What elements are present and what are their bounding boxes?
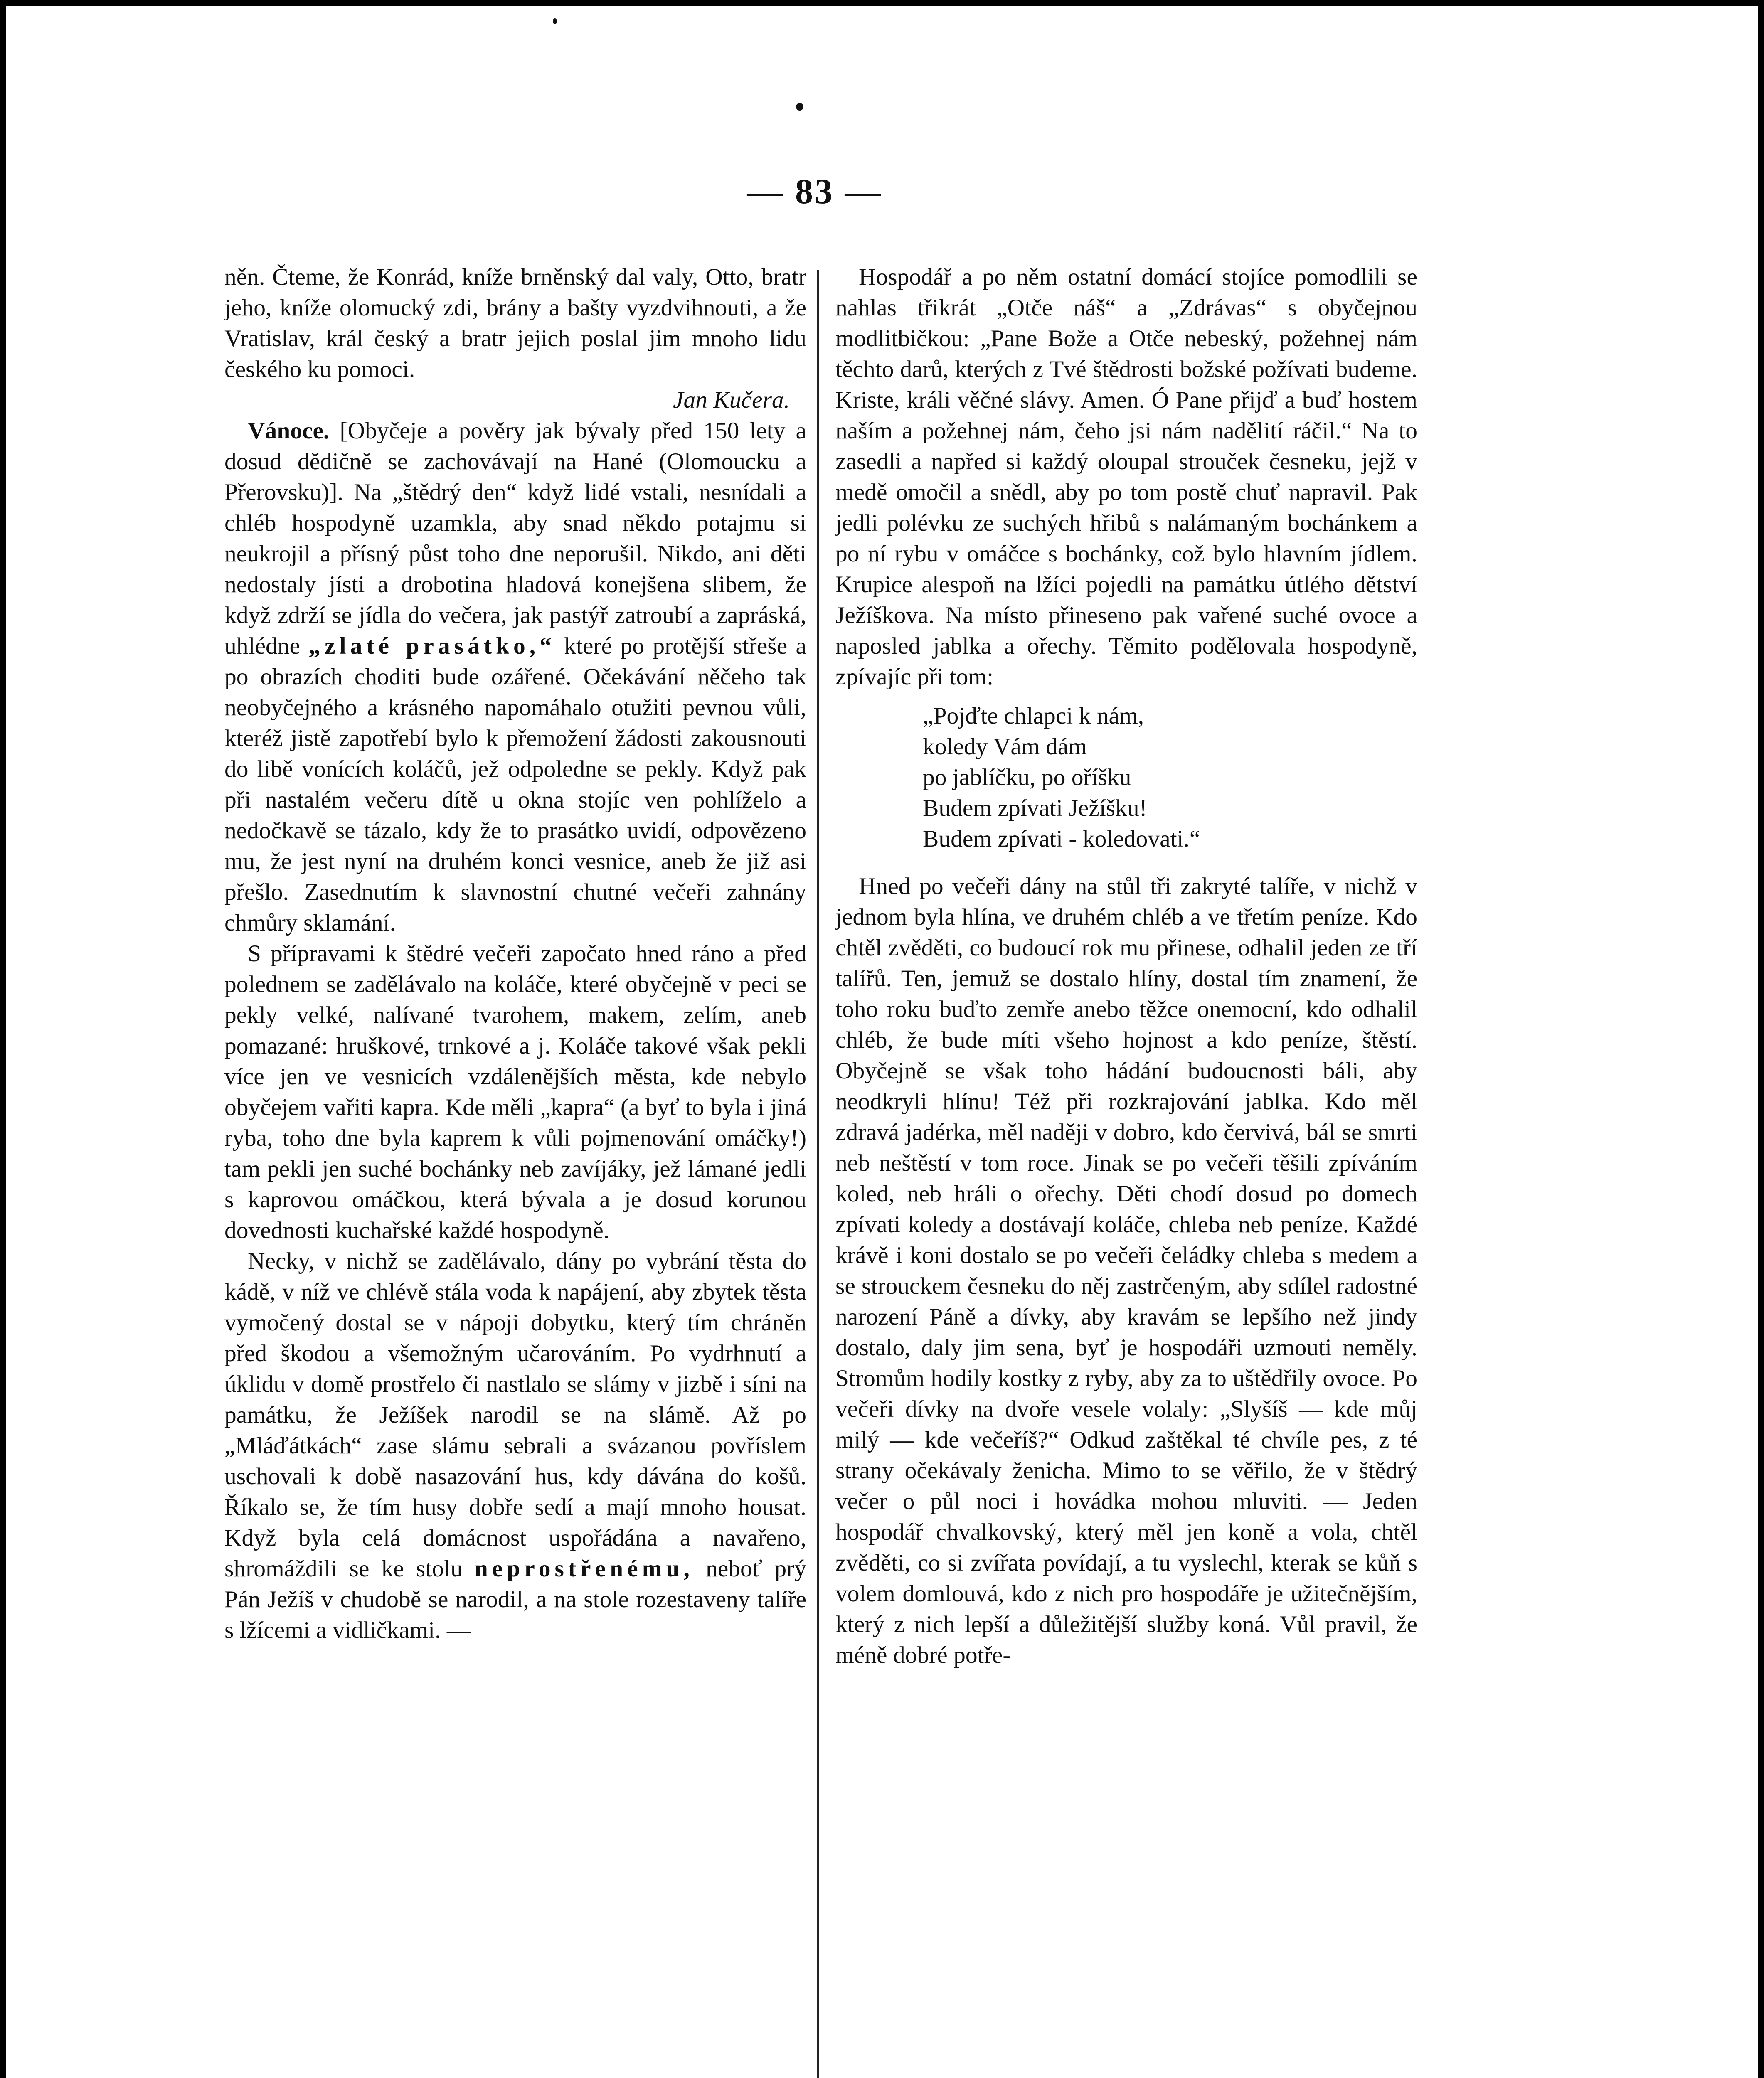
- ink-speck: [796, 103, 803, 111]
- paragraph: [224, 416, 806, 938]
- spaced-text: neprostřenému,: [474, 1556, 694, 1582]
- song-line: Budem zpívati Ježíšku!: [923, 795, 1147, 821]
- column-divider: [817, 270, 819, 2078]
- song-line: koledy Vám dám: [923, 734, 1087, 760]
- paragraph: něn. Čteme, že Konrád, kníže brněnský dal valy, Otto, bratr jeho, kníže olomucký zdi, brány a bašty vyzdvihnouti, a že Vratislav, král český a bratr jejich poslal jim mnoho lidu českého ku pomoci.: [224, 264, 806, 382]
- paragraph: Hned po večeři dány na stůl tři zakryté talíře, v nichž v jednom byla hlína, ve druhém chléb a ve třetím peníze. Kdo chtěl zvěděti, co budoucí rok mu přinese, odhalil jeden ze tří talířů. Ten, jemuž se dostalo hlíny, dostal tím znamení, že toho roku buďto zemře anebo těžce onemocní, kdo odhalil chléb, že bude míti všeho hojnost a kdo peníze, štěstí. Obyčejně se však toho hádání budoucnosti báli, aby neodkryli hlínu! Též při rozkrajování jablka. Kdo měl zdravá jadérka, měl naději v dobro, kdo červivá, bál se smrti neb neštěstí v tom roce. Jinak se po večeři těšili zpíváním koled, neb hráli o ořechy. Děti chodí dosud po domech zpívati koledy a dostávají koláče, chleba neb peníze. Každé krávě i koni dostalo se po večeři čeládky chleba s medem a se strouckem česneku do něj zastrčeným, aby sdílel radostné narození Páně a dívky, aby kravám se lepšího než jindy dostalo, daly jim sena, byť je hospodáři uzmouti neměly. Stromům hodily kostky z ryby, aby za to uštědřily ovoce. Po večeři dívky na dvoře vesele volaly: „Slyšíš — kde můj milý — kde večeříš?“ Odkud zaštěkal té chvíle pes, z té strany očekávaly ženicha. Mimo to se věřilo, že v štědrý večer o půl noci i hovádka mohou mluviti. — Jeden hospodář chvalkovský, který měl jen koně a vola, chtěl zvěděti, co si zvířata povídají, a tu vyslechl, kterak se kůň s volem domlouvá, kdo z nich pro hospodáře je užitečnějším, který z nich lepší a důležitější služby koná. Vůl pravil, že méně dobré potře-: [835, 873, 1417, 1668]
- author-signature: Jan Kučera.: [673, 387, 790, 413]
- right-column: [835, 262, 1417, 1671]
- page-number: — 83 —: [747, 171, 882, 211]
- paragraph-text: které po protější střeše a po obrazích choditi bude ozářené. Očekávání něčeho tak neobyčejného a krásného napomáhalo otužiti pevnou vůli, kteréž jistě zapotřebí bylo k přemožení žádosti zakousnouti do libě vonících koláčů, jež odpoledne se pekly. Když pak při nastalém večeru dítě u okna stojíc ven pohlíželo a nedočkavě se tázalo, kdy že to prasátko uvidí, odpovězeno mu, že jest nyní na druhém konci vesnice, aneb že již asi přešlo. Zasednutím k slavnostní chutné večeři zahnány chmůry sklamání.: [224, 633, 807, 936]
- section-heading: Vánoce.: [248, 418, 330, 444]
- song-verse: [923, 701, 1417, 854]
- paragraph-text: [Obyčeje a pověry jak bývaly před 150 lety a dosud dědičně se zachovávají na Hané (Olomoucku a Přerovsku)]. Na „štědrý den“ když lidé vstali, nesnídali a chléb hospodyně uzamkla, aby snad někdo potajmu si neukrojil a přísný půst toho dne neporušil. Nikdo, ani děti nedostaly jísti a drobotina hladová konejšena slibem, že když zdrží se jídla do večera, jak pastýř zatroubí a zapráská, uhlédne: [224, 418, 807, 659]
- paragraph-text: Necky, v nichž se zadělávalo, dány po vybrání těsta do kádě, v níž ve chlévě stála voda k napájení, aby zbytek těsta vymočený dostal se v nápoji dobytku, který tím chráněn před škodou a všemožným učarováním. Po vydrhnutí a úklidu v domě prostřelo či nastlalo se slámy v jizbě i síni na památku, že Ježíšek narodil se na slámě. Až po „Mláďátkách“ zase slámu sebrali a svázanou povříslem uschovali k době nasazování hus, kdy dávána do košů. Říkalo se, že tím husy dobře sedí a mají mnoho housat. Když byla celá domácnost uspořádána a navařeno, shromáždili se ke stolu: [224, 1248, 806, 1582]
- paragraph: S přípravami k štědré večeři započato hned ráno a před polednem se zadělávalo na koláče, které obyčejně v peci se pekly velké, nalívané tvarohem, makem, zelím, aneb pomazané: hruškové, trnkové a j. Koláče takové však pekli více jen ve vesnicích vzdálenějších města, kde nebylo obyčejem vařiti kapra. Kde měli „kapra“ (a byť to byla i jiná ryba, toho dne byla kaprem k vůli pojmenování omáčky!) tam pekli jen suché bochánky neb zavíjáky, jež lámané jedli s kaprovou omáčkou, která bývala a je dosud korunou dovednosti kuchařské každé hospodyně.: [224, 941, 806, 1243]
- spaced-text: „zlaté prasátko,“: [308, 633, 556, 659]
- song-line: po jablíčku, po oříšku: [923, 764, 1131, 790]
- left-column: [224, 262, 806, 1646]
- ink-speck: [553, 18, 557, 24]
- song-line: Budem zpívati - koledovati.“: [923, 826, 1200, 852]
- paragraph: Hospodář a po něm ostatní domácí stojíce pomodlili se nahlas třikrát „Otče náš“ a „Zdrávas“ s obyčejnou modlitbičkou: „Pane Bože a Otče nebeský, požehnej nám těchto darů, kterých z Tvé štědrosti božské požívati budeme. Kriste, králi věčné slávy. Amen. Ó Pane přijď a buď hostem naším a požehnej nám, čeho jsi nám nadělití ráčil.“ Na to zasedli a napřed si každý oloupal strouček česneku, jejž v medě omočil a snědl, aby po tom postě chuť napravil. Pak jedli polévku ze suchých hřibů s nalámaným bochánkem a po ní rybu v omáčce s bochánky, což bylo hlavním jídlem. Krupice alespoň na lžíci pojedli na památku útlého dětství Ježíškova. Na místo přineseno pak vařené suché ovoce a naposled jablka a ořechy. Těmito podělovala hospodyně, zpívajíc při tom:: [835, 264, 1417, 690]
- paragraph-text: neboť prý Pán Ježíš v chudobě se narodil, a na stole rozestaveny talíře s lžícemi a vidličkami. —: [224, 1556, 807, 1643]
- song-line: „Pojďte chlapci k nám,: [923, 703, 1144, 729]
- paragraph: [224, 1246, 806, 1646]
